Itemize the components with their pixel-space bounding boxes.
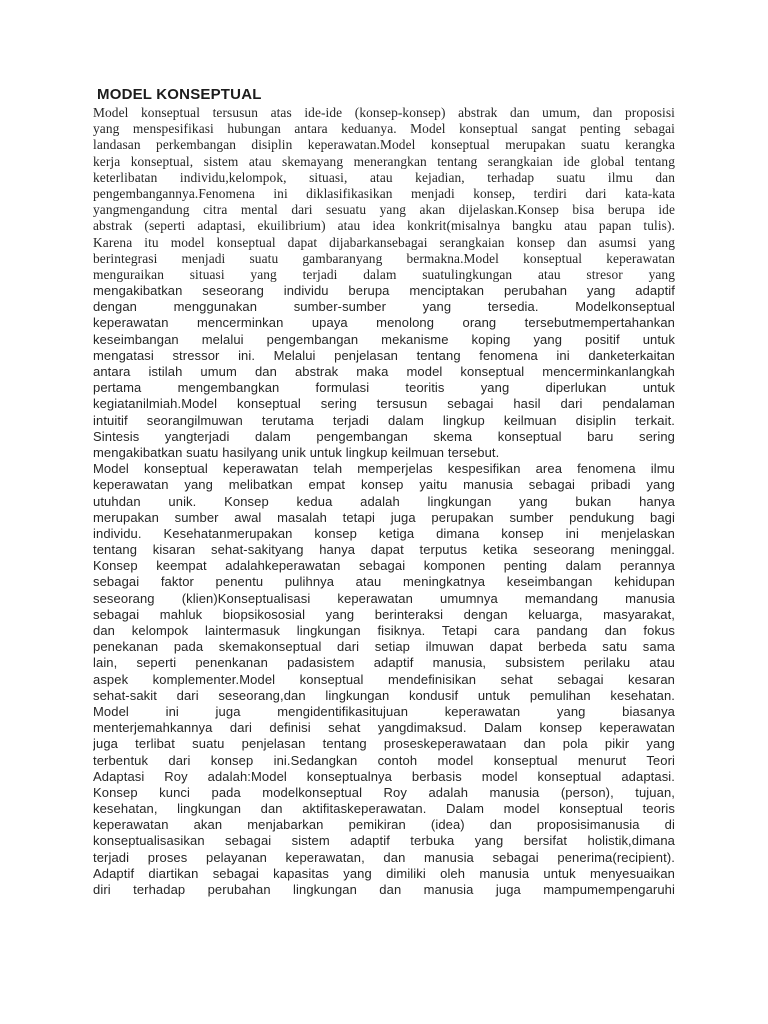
text-line: keperawatan mencerminkan upaya menolong orang tersebutmempertahankan	[93, 315, 675, 331]
text-line: pertama mengembangkan formulasi teoritis yang diperlukan untuk	[93, 380, 675, 396]
text-line: dengan menggunakan sumber-sumber yang tersedia. Modelkonseptual	[93, 299, 675, 315]
text-line: individu. Kesehatanmerupakan konsep ketiga dimana konsep ini menjelaskan	[93, 525, 675, 541]
text-line: pengembangannya.Fenomena ini diklasifikasikan menjadi konsep, terdiri dari kata-kata	[93, 185, 675, 201]
text-line: tentang kisaran sehat-sakityang hanya dapat terputus ketika seseorang meninggal.	[93, 542, 675, 558]
text-line: kegiatanilmiah.Model konseptual sering tersusun sebagai hasil dari pendalaman	[93, 396, 675, 412]
text-line: mengatasi stressor ini. Melalui penjelasan tentang fenomena ini danketerkaitan	[93, 347, 675, 363]
text-line: intuitif seorangilmuwan terutama terjadi dalam lingkup keilmuan disiplin terkait.	[93, 412, 675, 428]
text-line: yang menspesifikasi hubungan antara keduanya. Model konseptual sangat penting sebagai	[93, 121, 675, 137]
text-line: landasan perkembangan disiplin keperawatan.Model konseptual merupakan suatu kerangka	[93, 137, 675, 153]
text-line: konseptualisasikan sebagai sistem adaptif terbuka yang bersifat holistik,dimana	[93, 833, 675, 849]
text-line: juga terlibat suatu penjelasan tentang proseskeperawataan dan pola pikir yang	[93, 736, 675, 752]
text-line: Konsep keempat adalahkeperawatan sebagai komponen penting dalam perannya	[93, 558, 675, 574]
text-line: keterlibatan individu,kelompok, situasi, atau kejadian, terhadap suatu ilmu dan	[93, 169, 675, 185]
text-line: yangmengandung citra mental dari sesuatu yang akan dijelaskan.Konsep bisa berupa ide	[93, 202, 675, 218]
text-line: keperawatan akan menjabarkan pemikiran (idea) dan proposisimanusia di	[93, 817, 675, 833]
text-line: kerja konseptual, sistem atau skemayang menerangkan tentang serangkaian ide global tentang	[93, 153, 675, 169]
text-line: berintegrasi menjadi suatu gambaranyang bermakna.Model konseptual keperawatan	[93, 250, 675, 266]
text-line: seseorang (klien)Konseptualisasi keperawatan umumnya memandang manusia	[93, 590, 675, 606]
text-line: Model konseptual keperawatan telah memperjelas kespesifikan area fenomena ilmu	[93, 461, 675, 477]
text-line: keseimbangan melalui pengembangan mekanisme koping yang positif untuk	[93, 331, 675, 347]
text-line: diri terhadap perubahan lingkungan dan manusia juga mampumempengaruhi	[93, 882, 675, 897]
text-line: Model konseptual tersusun atas ide-ide (konsep-konsep) abstrak dan umum, dan proposisi	[93, 105, 675, 120]
text-line: penekanan pada skemakonseptual dari setiap ilmuwan dapat berbeda satu sama	[93, 639, 675, 655]
text-line: Model ini juga mengidentifikasitujuan keperawatan yang biasanya	[93, 703, 675, 719]
text-line: sehat-sakit dari seseorang,dan lingkungan kondusif untuk pemulihan kesehatan.	[93, 687, 675, 703]
text-line: Adaptif diartikan sebagai kapasitas yang dimiliki oleh manusia untuk menyesuaikan	[93, 865, 675, 881]
text-line: menguraikan situasi yang terjadi dalam suatulingkungan atau stresor yang	[93, 266, 675, 282]
text-line: antara istilah umum dan abstrak maka model konseptual mencerminkanlangkah	[93, 364, 675, 379]
document-title: MODEL KONSEPTUAL	[97, 86, 262, 103]
text-line: mengakibatkan suatu hasilyang unik untuk lingkup keilmuan tersebut.	[93, 444, 500, 460]
text-line: sebagai faktor penentu pulihnya atau meningkatnya keseimbangan kehidupan	[93, 574, 675, 590]
text-line: aspek komplementer.Model konseptual mendefinisikan sehat sebagai kesaran	[93, 671, 675, 687]
text-line: terjadi proses pelayanan keperawatan, dan manusia sebagai penerima(recipient).	[93, 849, 675, 865]
text-line: sebagai mahluk biopsikososial yang berinteraksi dengan keluarga, masyarakat,	[93, 606, 675, 622]
text-line: Adaptasi Roy adalah:Model konseptualnya berbasis model konseptual adaptasi.	[93, 768, 675, 784]
text-line: kesehatan, lingkungan dan aktifitaskeperawatan. Dalam model konseptual teoris	[93, 801, 675, 817]
text-line: abstrak (seperti adaptasi, ekuilibrium) atau idea konkrit(misalnya bangku atau papan tulis).	[93, 218, 675, 234]
text-line: merupakan sumber awal masalah tetapi juga perupakan sumber pendukung bagi	[93, 509, 675, 525]
text-line: Sintesis yangterjadi dalam pengembangan skema konseptual baru sering	[93, 428, 675, 444]
text-line: menterjemahkannya dari definisi sehat yangdimaksud. Dalam konsep keperawatan	[93, 720, 675, 736]
text-line: Konsep kunci pada modelkonseptual Roy adalah manusia (person), tujuan,	[93, 784, 675, 800]
text-line: keperawatan yang melibatkan empat konsep yaitu manusia sebagai pribadi yang	[93, 477, 675, 493]
text-line: terbentuk dari konsep ini.Sedangkan contoh model konseptual menurut Teori	[93, 752, 675, 768]
text-line: utuhdan unik. Konsep kedua adalah lingkungan yang bukan hanya	[93, 493, 675, 509]
text-line: dan kelompok laintermasuk lingkungan fisiknya. Tetapi cara pandang dan fokus	[93, 623, 675, 638]
text-line: Karena itu model konseptual dapat dijabarkansebagai serangkaian konsep dan asumsi yang	[93, 234, 675, 250]
text-line: mengakibatkan seseorang individu berupa menciptakan perubahan yang adaptif	[93, 283, 675, 299]
body-text	[93, 105, 675, 898]
text-line: lain, seperti penenkanan padasistem adaptif manusia, subsistem perilaku atau	[93, 655, 675, 671]
